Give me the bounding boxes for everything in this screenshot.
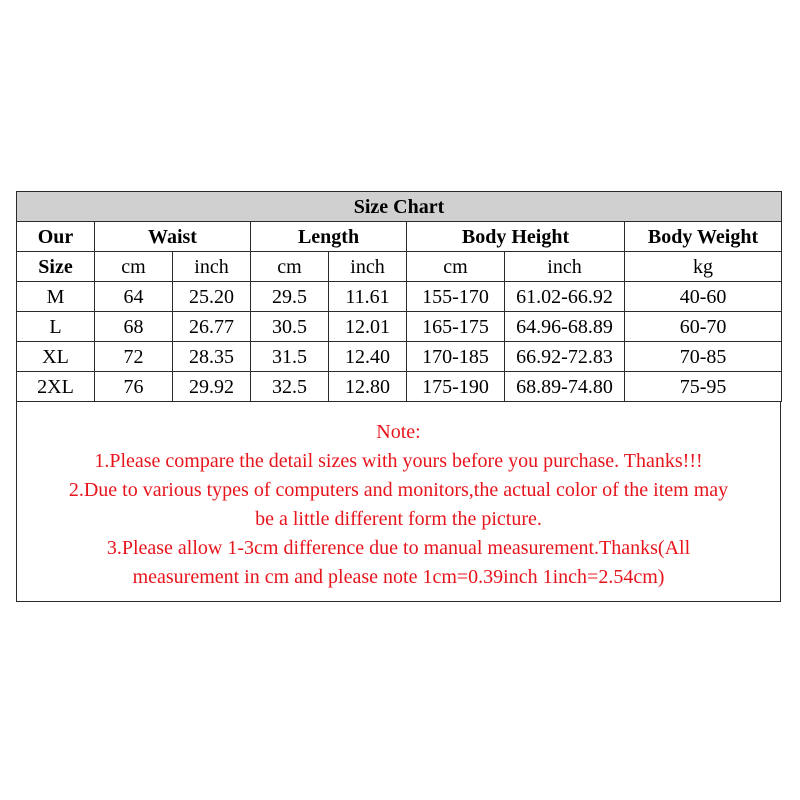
weight-cell: 75-95 <box>625 372 782 402</box>
waist-cm-cell: 64 <box>95 282 173 312</box>
length-cm-cell: 29.5 <box>251 282 329 312</box>
title-row <box>17 192 782 222</box>
length-inch-cell: 12.40 <box>329 342 407 372</box>
size-cell: 2XL <box>17 372 95 402</box>
weight-unit: kg <box>625 252 782 282</box>
body-height-header: Body Height <box>407 222 625 252</box>
note-line: measurement in cm and please note 1cm=0.39inch 1inch=2.54cm) <box>132 566 665 588</box>
waist-inch-cell: 26.77 <box>173 312 251 342</box>
chart-title: Size Chart <box>17 192 782 222</box>
header-row <box>17 222 782 252</box>
waist-cm-cell: 68 <box>95 312 173 342</box>
note-line: 1.Please compare the detail sizes with yours before you purchase. Thanks!!! <box>94 450 703 472</box>
weight-cell: 70-85 <box>625 342 782 372</box>
height-cm-unit: cm <box>407 252 505 282</box>
size-chart <box>16 191 781 602</box>
waist-header: Waist <box>95 222 251 252</box>
size-chart-table <box>16 191 782 402</box>
note-line: 2.Due to various types of computers and monitors,the actual color of the item may <box>68 479 729 501</box>
height-cm-cell: 175-190 <box>407 372 505 402</box>
note-line: 3.Please allow 1-3cm difference due to manual measurement.Thanks(All <box>106 537 691 559</box>
weight-cell: 40-60 <box>625 282 782 312</box>
height-inch-cell: 68.89-74.80 <box>505 372 625 402</box>
length-header: Length <box>251 222 407 252</box>
waist-cm-unit: cm <box>95 252 173 282</box>
length-inch-cell: 12.01 <box>329 312 407 342</box>
size-cell: XL <box>17 342 95 372</box>
length-inch-cell: 12.80 <box>329 372 407 402</box>
size-cell: L <box>17 312 95 342</box>
length-cm-cell: 30.5 <box>251 312 329 342</box>
length-inch-cell: 11.61 <box>329 282 407 312</box>
table-row <box>17 312 782 342</box>
height-cm-cell: 170-185 <box>407 342 505 372</box>
height-inch-cell: 61.02-66.92 <box>505 282 625 312</box>
body-weight-header: Body Weight <box>625 222 782 252</box>
length-cm-unit: cm <box>251 252 329 282</box>
height-inch-cell: 64.96-68.89 <box>505 312 625 342</box>
our-size-header-top: Our <box>17 222 95 252</box>
height-cm-cell: 165-175 <box>407 312 505 342</box>
height-inch-cell: 66.92-72.83 <box>505 342 625 372</box>
note-line: be a little different form the picture. <box>255 508 542 530</box>
length-cm-cell: 32.5 <box>251 372 329 402</box>
table-row <box>17 342 782 372</box>
waist-inch-cell: 28.35 <box>173 342 251 372</box>
unit-row <box>17 252 782 282</box>
size-cell: M <box>17 282 95 312</box>
waist-inch-unit: inch <box>173 252 251 282</box>
our-size-header-bottom: Size <box>17 252 95 282</box>
length-cm-cell: 31.5 <box>251 342 329 372</box>
waist-cm-cell: 72 <box>95 342 173 372</box>
note-heading: Note: <box>376 421 421 443</box>
table-row <box>17 372 782 402</box>
waist-inch-cell: 29.92 <box>173 372 251 402</box>
table-row <box>17 282 782 312</box>
height-cm-cell: 155-170 <box>407 282 505 312</box>
length-inch-unit: inch <box>329 252 407 282</box>
weight-cell: 60-70 <box>625 312 782 342</box>
note-box <box>16 402 781 602</box>
height-inch-unit: inch <box>505 252 625 282</box>
waist-cm-cell: 76 <box>95 372 173 402</box>
waist-inch-cell: 25.20 <box>173 282 251 312</box>
